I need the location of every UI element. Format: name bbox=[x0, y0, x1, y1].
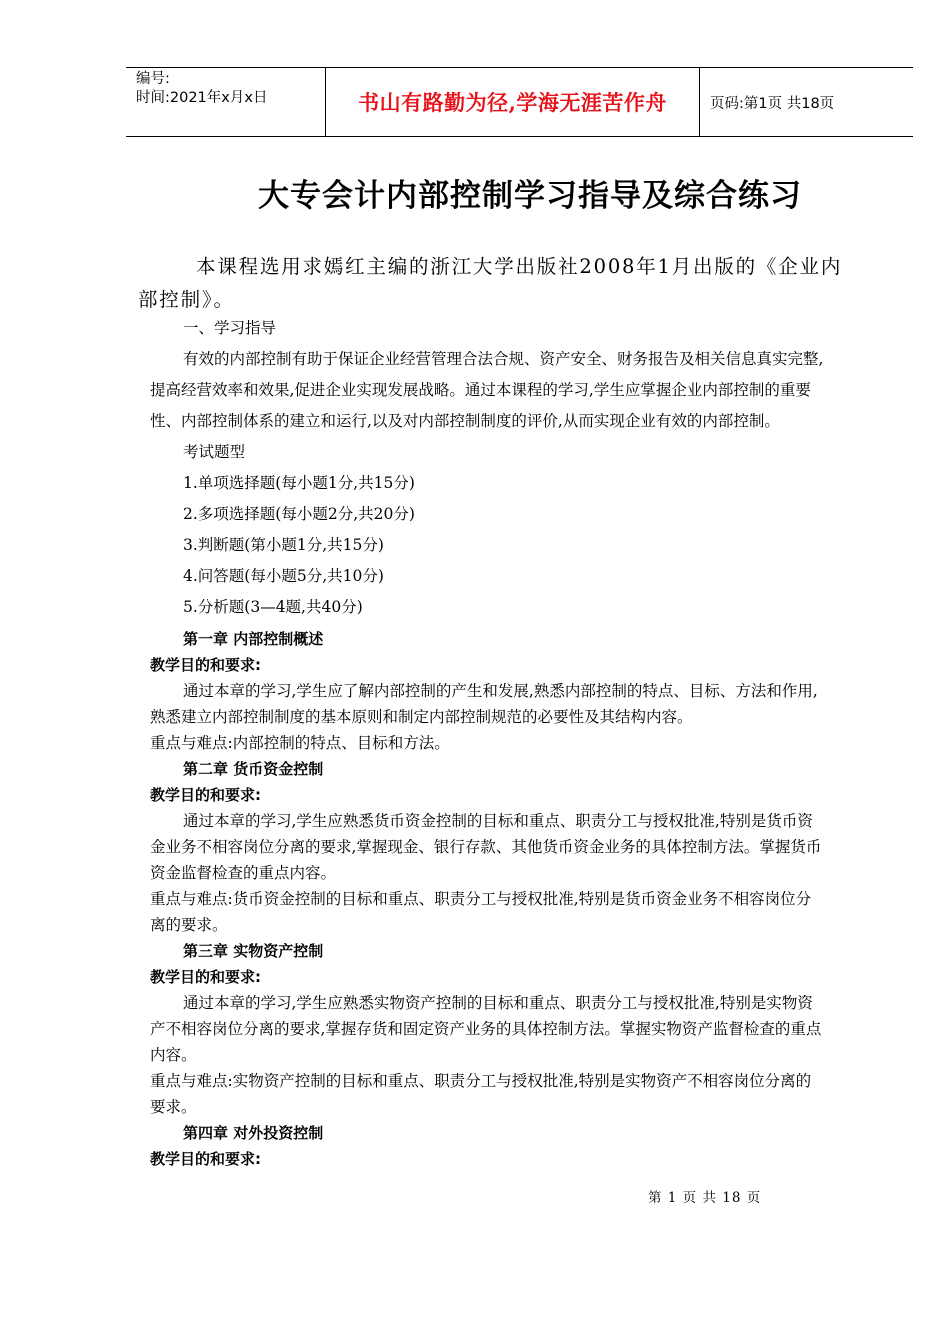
intro-line-2: 部控制》。 bbox=[138, 288, 235, 311]
chapter-body-line: 通过本章的学习,学生应了解内部控制的产生和发展,熟悉内部控制的特点、目标、方法和作用, bbox=[183, 682, 818, 700]
chapter-title: 第三章 实物资产控制 bbox=[183, 942, 324, 960]
exam-item: 1.单项选择题(每小题1分,共15分) bbox=[183, 474, 415, 492]
chapter-body-line: 产不相容岗位分离的要求,掌握存货和固定资产业务的具体控制方法。掌握实物资产监督检查的重点 bbox=[150, 1020, 822, 1038]
chapter-title: 第四章 对外投资控制 bbox=[183, 1124, 324, 1142]
chapters-section bbox=[150, 626, 895, 1172]
section-heading: 一、学习指导 bbox=[183, 319, 277, 337]
intro-paragraph bbox=[138, 250, 890, 316]
requirements-heading: 教学目的和要求: bbox=[150, 1150, 261, 1168]
exam-item: 4.问答题(每小题5分,共10分) bbox=[183, 567, 384, 585]
number-label: 编号: bbox=[136, 71, 170, 87]
chapter-body-line: 通过本章的学习,学生应熟悉货币资金控制的目标和重点、职责分工与授权批准,特别是货币资 bbox=[183, 812, 813, 830]
header-page-label: 页码:第1页 共18页 bbox=[710, 95, 835, 112]
intro-line-1: 本课程选用求嫣红主编的浙江大学出版社2008年1月出版的《企业内 bbox=[196, 255, 843, 278]
chapter-body-line: 通过本章的学习,学生应熟悉实物资产控制的目标和重点、职责分工与授权批准,特别是实物资 bbox=[183, 994, 813, 1012]
chapter-body-line: 金业务不相容岗位分离的要求,掌握现金、银行存款、其他货币资金业务的具体控制方法。掌握货币 bbox=[150, 838, 822, 856]
guide-line: 提高经营效率和效果,促进企业实现发展战略。通过本课程的学习,学生应掌握企业内部控制的重要 bbox=[150, 381, 811, 399]
time-label: 时间:2021年x月x日 bbox=[136, 90, 268, 106]
exam-item: 5.分析题(3—4题,共40分) bbox=[183, 598, 363, 616]
exam-item: 2.多项选择题(每小题2分,共20分) bbox=[183, 505, 415, 523]
key-points-line: 要求。 bbox=[150, 1098, 197, 1116]
header-table bbox=[126, 67, 913, 137]
key-points-line: 重点与难点:实物资产控制的目标和重点、职责分工与授权批准,特别是实物资产不相容岗位分离的 bbox=[150, 1072, 812, 1090]
key-points-line: 离的要求。 bbox=[150, 916, 228, 934]
header-meta-cell bbox=[126, 68, 326, 136]
motto: 书山有路勤为径,学海无涯苦作舟 bbox=[326, 68, 700, 136]
chapter-body-line: 资金监督检查的重点内容。 bbox=[150, 864, 337, 882]
exam-item: 3.判断题(第小题1分,共15分) bbox=[183, 536, 384, 554]
guide-line: 有效的内部控制有助于保证企业经营管理合法合规、资产安全、财务报告及相关信息真实完整, bbox=[183, 350, 824, 368]
chapter-title: 第二章 货币资金控制 bbox=[183, 760, 324, 778]
study-guide-section bbox=[150, 313, 895, 623]
requirements-heading: 教学目的和要求: bbox=[150, 656, 261, 674]
key-points-line: 重点与难点:货币资金控制的目标和重点、职责分工与授权批准,特别是货币资金业务不相容岗位分 bbox=[150, 890, 812, 908]
requirements-heading: 教学目的和要求: bbox=[150, 968, 261, 986]
guide-line: 性、内部控制体系的建立和运行,以及对内部控制制度的评价,从而实现企业有效的内部控制。 bbox=[150, 412, 780, 430]
chapter-body-line: 熟悉建立内部控制制度的基本原则和制定内部控制规范的必要性及其结构内容。 bbox=[150, 708, 693, 726]
chapter-body-line: 内容。 bbox=[150, 1046, 197, 1064]
exam-heading: 考试题型 bbox=[183, 443, 246, 461]
document-title: 大专会计内部控制学习指导及综合练习 bbox=[258, 178, 802, 214]
requirements-heading: 教学目的和要求: bbox=[150, 786, 261, 804]
key-points-line: 重点与难点:内部控制的特点、目标和方法。 bbox=[150, 734, 450, 752]
chapter-title: 第一章 内部控制概述 bbox=[183, 630, 324, 648]
page-footer: 第 1 页 共 18 页 bbox=[648, 1190, 762, 1206]
